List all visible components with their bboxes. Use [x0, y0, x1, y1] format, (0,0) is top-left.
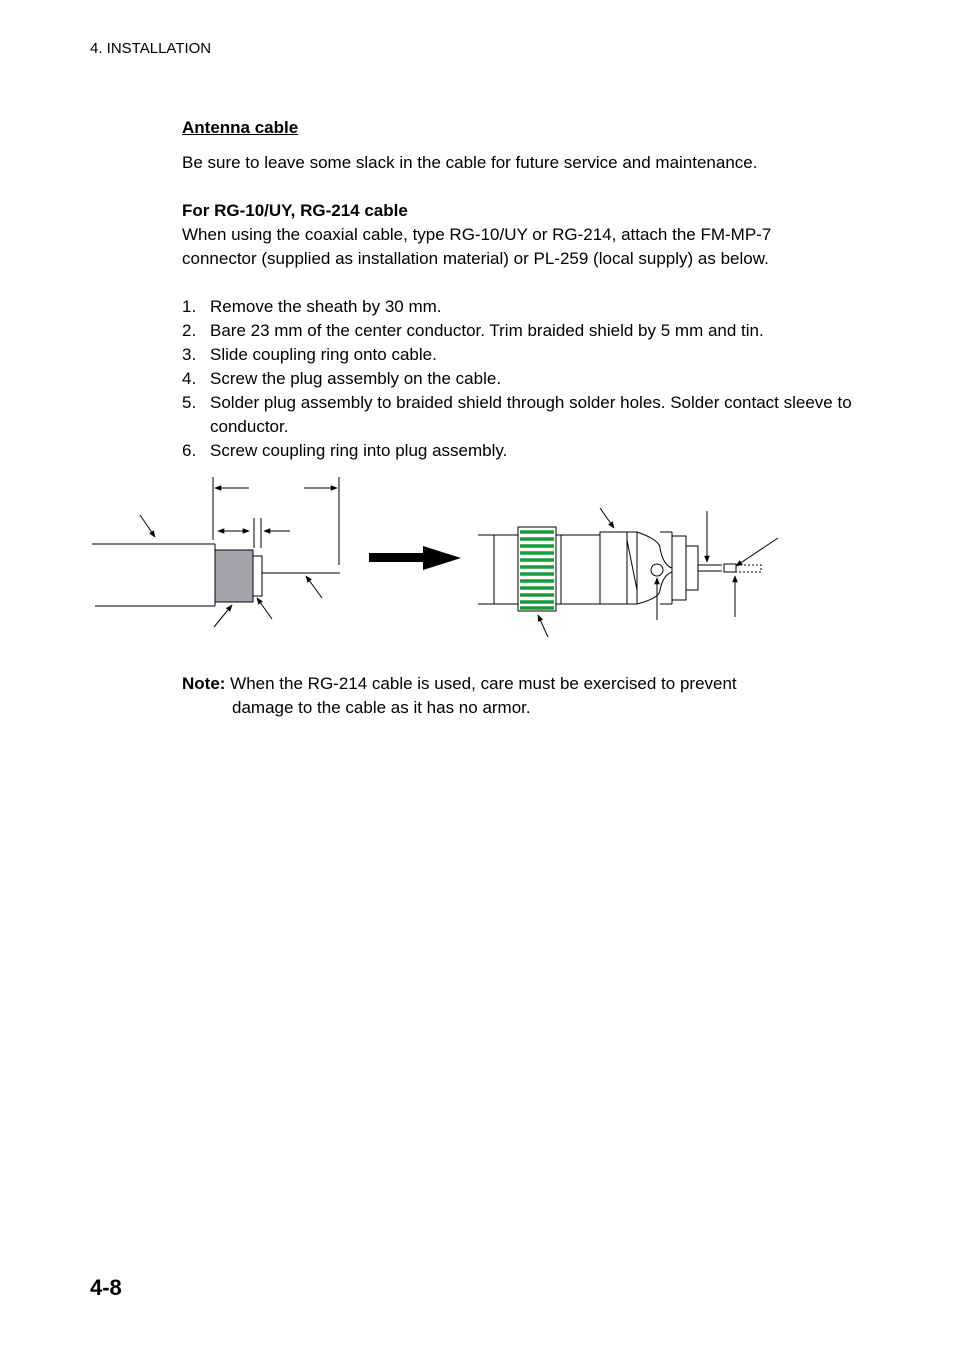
step-number: 4. — [182, 369, 197, 388]
step-number: 3. — [182, 345, 197, 364]
subsection-body-line2: connector (supplied as installation material) or PL-259 (local supply) as below. — [182, 249, 769, 268]
step-number: 2. — [182, 321, 197, 340]
list-item — [182, 391, 862, 439]
step-text: Solder plug assembly to braided shield through solder holes. Solder contact sleeve to conductor. — [210, 393, 852, 436]
step-text: Screw the plug assembly on the cable. — [210, 369, 502, 388]
note-label: Note: — [182, 674, 226, 693]
step-text: Bare 23 mm of the center conductor. Trim braided shield by 5 mm and tin. — [210, 321, 764, 340]
list-item — [182, 343, 862, 367]
step-number: 5. — [182, 393, 197, 412]
plug-assembly — [600, 532, 637, 604]
stripped-cable-drawing — [92, 477, 340, 627]
note-block — [182, 672, 862, 720]
step-text: Slide coupling ring onto cable. — [210, 345, 437, 364]
step-number: 6. — [182, 441, 197, 460]
step-number: 1. — [182, 297, 197, 316]
intro-paragraph: Be sure to leave some slack in the cable for future service and maintenance. — [182, 153, 758, 172]
solder-hole — [651, 564, 663, 576]
note-line2: damage to the cable as it has no armor. — [232, 698, 531, 717]
page-number: 4-8 — [90, 1275, 122, 1300]
subsection-body-line1: When using the coaxial cable, type RG-10/UY or RG-214, attach the FM-MP-7 — [182, 225, 772, 244]
list-item — [182, 439, 862, 463]
assembled-connector-drawing — [478, 508, 778, 637]
list-item — [182, 295, 862, 319]
step-text: Screw coupling ring into plug assembly. — [210, 441, 508, 460]
insulation — [253, 556, 262, 596]
subsection-title: For RG-10/UY, RG-214 cable — [182, 201, 408, 220]
list-item — [182, 367, 862, 391]
step-text: Remove the sheath by 30 mm. — [210, 297, 442, 316]
list-item — [182, 319, 862, 343]
chapter-header: 4. INSTALLATION — [90, 40, 212, 57]
subsection-body — [182, 223, 862, 271]
right-arrow-icon — [369, 546, 461, 570]
braided-shield — [215, 550, 253, 602]
steps-list — [182, 295, 862, 463]
section-title: Antenna cable — [182, 118, 299, 137]
cable-connector-diagram — [0, 470, 954, 650]
note-line1: When the RG-214 cable is used, care must be exercised to prevent — [225, 674, 737, 693]
